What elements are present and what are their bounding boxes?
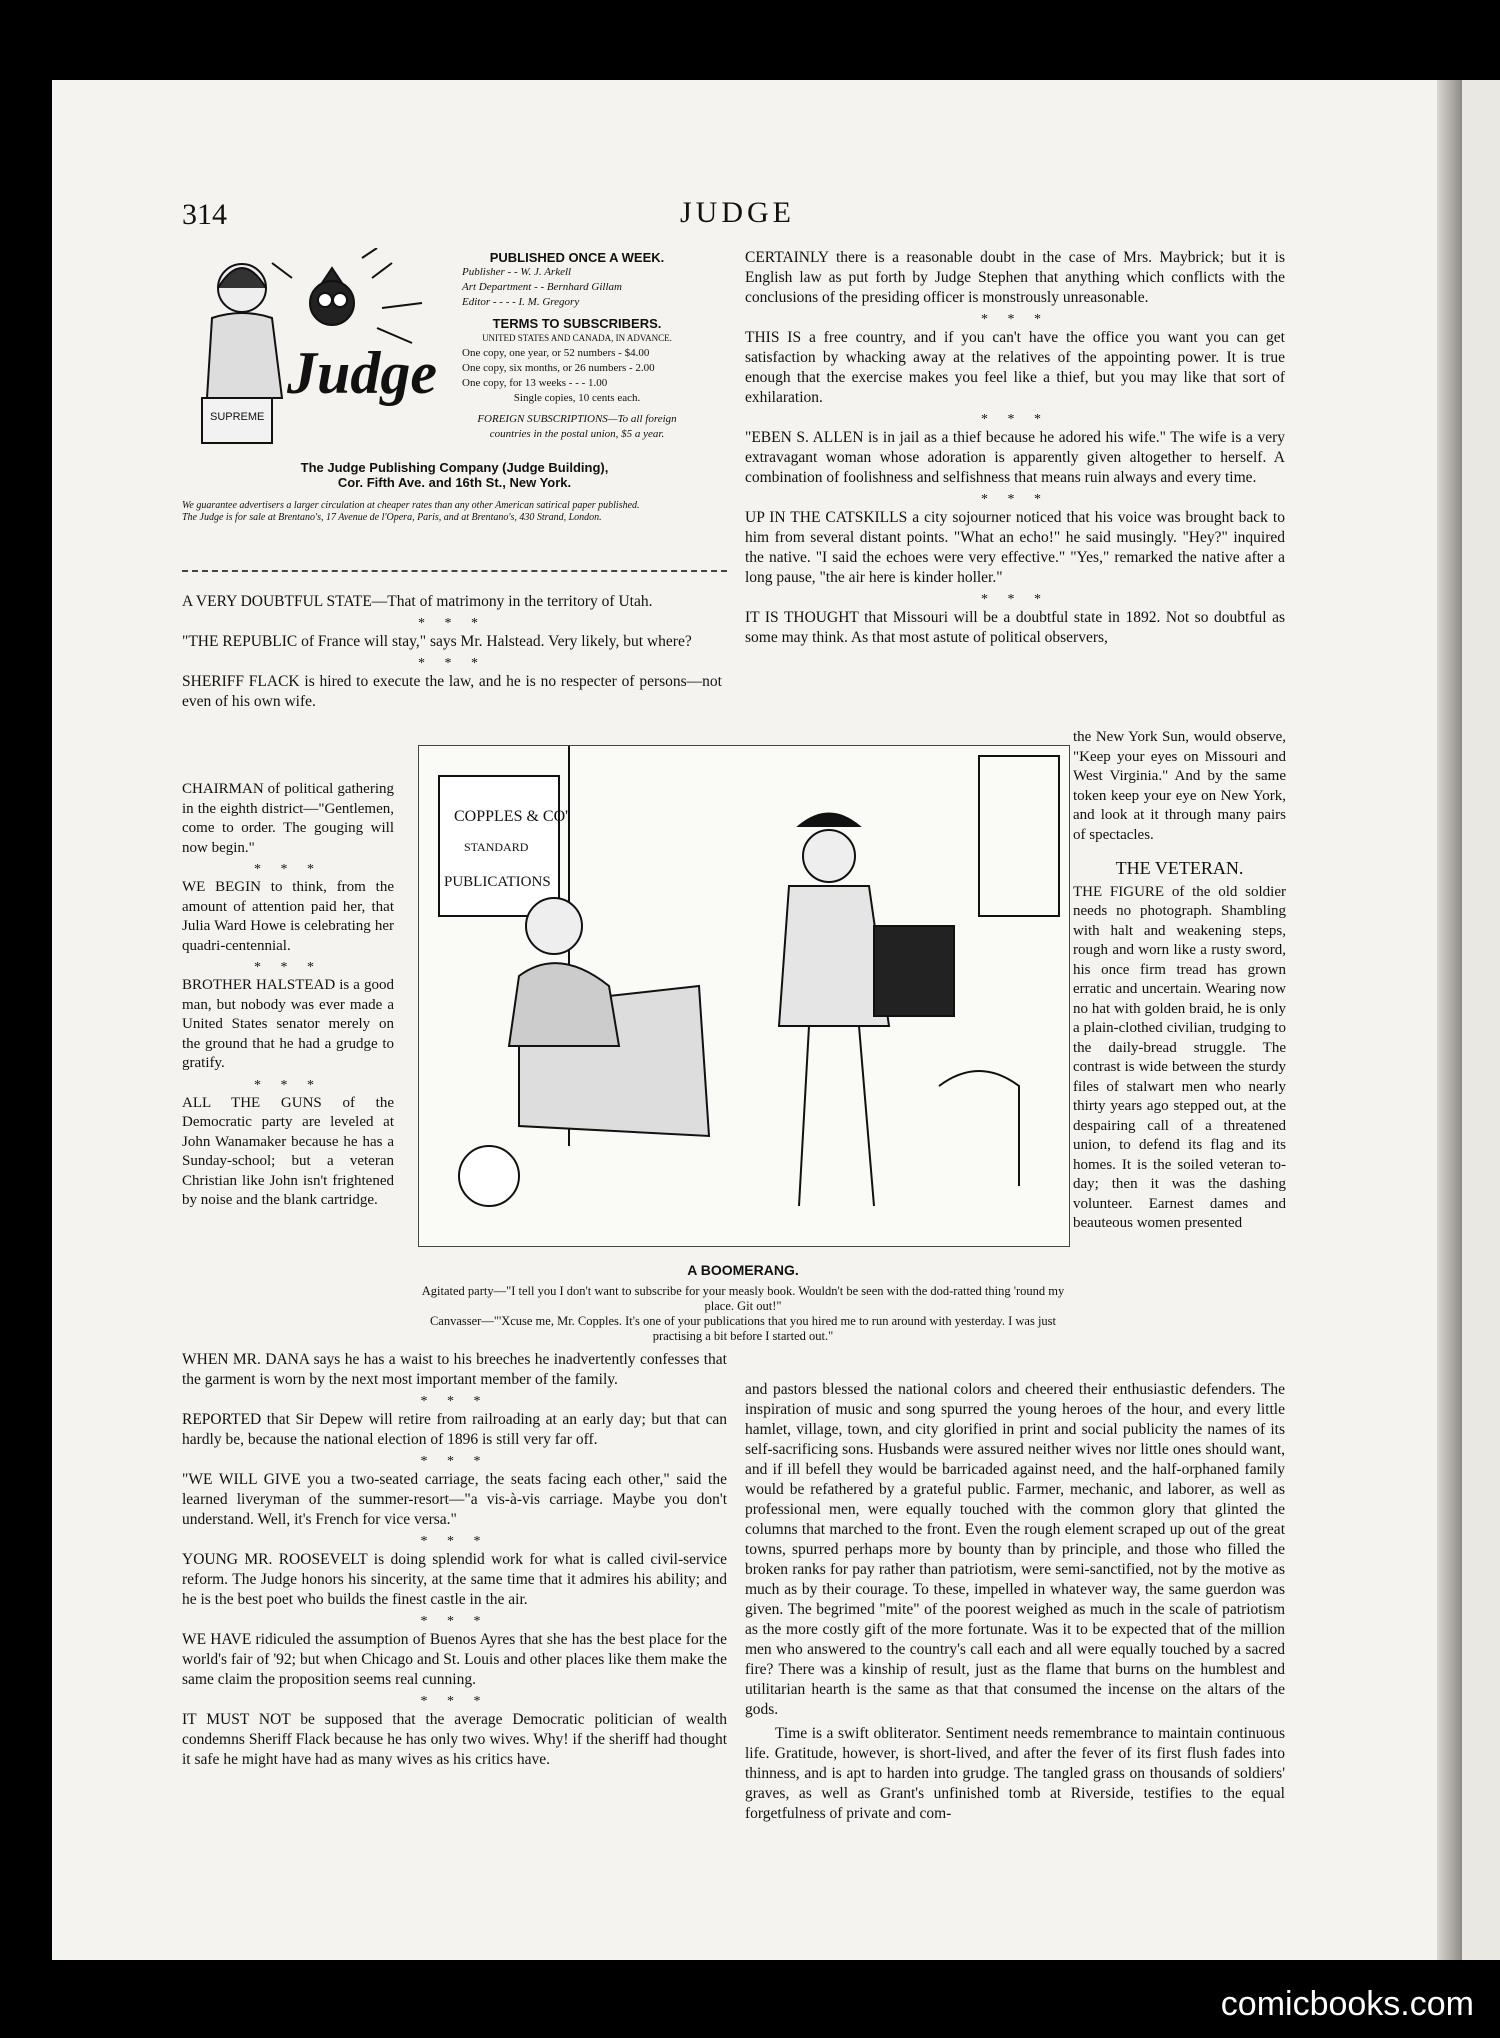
paragraph: CHAIRMAN of political gathering in the eighth district—"Gentlemen, come to order. The gouging will now begin." — [182, 781, 394, 856]
veteran-paragraph-wide: and pastors blessed the national colors and cheered their enthusiastic defenders. The inspiration of music and song spurred the young heroes of the hour, and every little hamlet, village, town, and city glorified in print and social publicity the names of its self-sacrificing sons. Husbands were assured neither wives nor little ones should want, and if ill befell they would be barricaded against need, and the half-orphaned family would be refathered by a grateful public. Farmer, mechanic, and laborer, as well as professional men, were equally touched with the common glory that glinted the columns that marched to the front. Even the rough element scraped up out of the great towns, spurred perhaps more by bounty than by principle, and those who filled the broken ranks for pay rather than patriotism, were semi-sanctified, not by the motive as much as by their courage. To these, impelled in whatever way, the same guerdon was given. The begrimed "mite" of the poorest weighed as much in the scale of patriotism as the more costly gift of the more fortunate. Was it to be expected that of the million men who answered to the country's call each and all were equally touched by a sacred fire? There was a kinship of result, just as the flame that burns on the humblest and utilitarian hearth is the same as that that consumed the incense on the altars of the gods. — [745, 1381, 1285, 1718]
guarantee-text: We guarantee advertisers a larger circulation at cheaper rates than any other American satirical paper published. — [182, 500, 640, 511]
separator-dots: * * * — [981, 592, 1049, 607]
left-column-top — [182, 592, 722, 716]
missouri-continuation: the New York Sun, would observe, "Keep your eyes on Missouri and West Virginia." And by the same token keep your eye on New York, and look at it through many pairs of spectacles. — [1073, 729, 1286, 843]
sale-text: The Judge is for sale at Brentano's, 17 Avenue de l'Opera, Paris, and at Brentano's, 430 Strand, London. — [182, 512, 602, 523]
right-column-top — [745, 248, 1285, 652]
advertiser-notice — [182, 500, 727, 524]
separator-dots: * * * — [254, 1077, 322, 1093]
paragraph: "EBEN S. ALLEN is in jail as a thief because he adored his wife." The wife is a very extravagant woman whose adoration is apparently given altogether to herself. A combination of foolishness and selfishness that means ruin always and every time. — [745, 429, 1285, 486]
left-column-narrow — [182, 780, 394, 1215]
paragraph: WHEN MR. DANA says he has a waist to his breeches he inadvertently confesses that the garment is worn by the next most important member of the family. — [182, 1351, 727, 1388]
separator-dots: * * * — [420, 1454, 489, 1469]
left-column-bottom — [182, 1350, 727, 1774]
separator-dots: * * * — [981, 492, 1049, 507]
veteran-continuation — [745, 1380, 1285, 1828]
separator-dots: * * * — [418, 616, 486, 631]
publisher-line: Publisher - - W. J. Arkell — [462, 266, 572, 278]
judge-logo-illustration — [182, 248, 452, 448]
foreign-subscriptions: FOREIGN SUBSCRIPTIONS—To all foreign countries in the postal union, $5 a year. — [477, 413, 677, 440]
separator-dots: * * * — [418, 656, 486, 671]
sign-line-2: STANDARD — [464, 840, 529, 854]
paragraph: "WE WILL GIVE you a two-seated carriage, the seats facing each other," said the learned liveryman of the summer-resort—"a vis-à-vis carriage. Maybe you don't understand. Well, it's French for vice versa." — [182, 1471, 727, 1528]
separator-dots: * * * — [420, 1534, 489, 1549]
paragraph: WE BEGIN to think, from the amount of attention paid her, that Julia Ward Howe is celebrating her quadri-centennial. — [182, 879, 394, 954]
separator-dots: * * * — [981, 312, 1049, 327]
boomerang-cartoon — [418, 745, 1070, 1247]
paragraph: A VERY DOUBTFUL STATE—That of matrimony in the territory of Utah. — [182, 593, 653, 610]
masthead-divider — [182, 570, 727, 572]
logo-text: Judge — [287, 340, 437, 406]
paragraph: BROTHER HALSTEAD is a good man, but nobody was ever made a United States senator merely on the ground that he had a grudge to gratify. — [182, 977, 394, 1071]
company-address: Cor. Fifth Ave. and 16th St., New York. — [337, 475, 572, 490]
caption-agitated-party: Agitated party—"I tell you I don't want to subscribe for your measly book. Wouldn't be seen with the dod-ratted thing 'round my place. Git out!" — [421, 1284, 1065, 1313]
editor-line: Editor - - - - I. M. Gregory — [462, 296, 580, 308]
published-line: PUBLISHED ONCE A WEEK. — [489, 250, 665, 265]
terms-heading: TERMS TO SUBSCRIBERS. — [492, 316, 662, 331]
paragraph: SHERIFF FLACK is hired to execute the law, and he is no respecter of persons—not even of his own wife. — [182, 673, 722, 710]
company-name: The Judge Publishing Company (Judge Building), — [300, 460, 609, 475]
rate-line: One copy, one year, or 52 numbers - $4.00 — [462, 347, 650, 359]
right-column-narrow — [1073, 728, 1286, 1238]
cartoon-title: A BOOMERANG. — [687, 1262, 799, 1278]
crate-label: SUPREME — [210, 411, 265, 423]
separator-dots: * * * — [254, 960, 322, 975]
paragraph: IT IS THOUGHT that Missouri will be a doubtful state in 1892. Not so doubtful as some may think. As that most astute of political observers, — [745, 609, 1285, 646]
paragraph: THIS IS a free country, and if you can't have the office you want you can get satisfaction by whacking away at the relatives of the appointing power. It is true enough that the exercise makes you feel like a thief, but you may like that sort of exhilaration. — [745, 329, 1285, 406]
paragraph: ALL THE GUNS of the Democratic party are leveled at John Wanamaker because he has a Sunday-school; but a veteran Christian like John isn't frightened by noise and the blank cartridge. — [182, 1094, 394, 1208]
sign-line-1: COPPLES & CO' — [454, 808, 569, 825]
watermark: comicbooks.com — [1220, 1985, 1474, 2023]
paragraph: WE HAVE ridiculed the assumption of Buenos Ayres that she has the best place for the world's fair of '92; but when Chicago and St. Louis and other places like them make the same claim the proposition seems real cunning. — [182, 1631, 727, 1688]
publisher-company — [182, 460, 727, 490]
rate-line: One copy, for 13 weeks - - - 1.00 — [462, 377, 608, 389]
facing-page-edge — [1462, 80, 1500, 1960]
paragraph: IT MUST NOT be supposed that the average Democratic politician of wealth condemns Sheriff Flack because he has only two wives. Why! if the sheriff had thought it safe he might have had as many wives as his critics have. — [182, 1711, 727, 1768]
separator-dots: * * * — [420, 1394, 489, 1409]
separator-dots: * * * — [254, 862, 322, 877]
art-department-line: Art Department - - Bernhard Gillam — [462, 281, 622, 293]
paragraph: YOUNG MR. ROOSEVELT is doing splendid work for what is called civil-service reform. The Judge honors his sincerity, at the same time that it admires his ability; and he is the best poet who builds the finest castle in the air. — [182, 1551, 727, 1608]
cartoon-caption — [418, 1284, 1068, 1344]
veteran-paragraph-final: Time is a swift obliterator. Sentiment needs remembrance to maintain continuous life. Gratitude, however, is short-lived, and after the fever of its first flush fades into thinness, and is apt to harden into grudge. The tangled grass on thousands of soldiers' graves, as well as Grant's unfinished tomb at Riverside, testifies to the equal forgetfulness of private and com- — [745, 1725, 1285, 1822]
separator-dots: * * * — [420, 1614, 489, 1629]
veteran-paragraph: THE FIGURE of the old soldier needs no photograph. Shambling with halt and weakening steps, rough and worn like a rusty sword, his once firm tread has grown erratic and uncertain. Wearing now no hat with golden braid, he is only a plain-clothed civilian, trudging to the daily-bread struggle. The contrast is wide between the sturdy files of stalwart men who nearly thirty years ago stepped out, at the despairing call of a threatened union, to defend its flag and its homes. It is the soiled veteran to-day; then it was the dashing volunteer. Earnest dames and beauteous women presented — [1073, 883, 1286, 1231]
rate-line: One copy, six months, or 26 numbers - 2.00 — [462, 362, 655, 374]
paragraph: "THE REPUBLIC of France will stay," says Mr. Halstead. Very likely, but where? — [182, 633, 692, 650]
paragraph: UP IN THE CATSKILLS a city sojourner noticed that his voice was brought back to him from several distant points. "What an echo!" he said musingly. "Hey?" inquired the native. "I said the echoes were very effective." "Yes," remarked the native after a long pause, "the air here is kinder holler." — [745, 509, 1285, 586]
caption-canvasser: Canvasser—"'Xcuse me, Mr. Copples. It's one of your publications that you hired me to run around with yesterday. I was just practising a bit before I started out." — [429, 1314, 1057, 1343]
sign-line-3: PUBLICATIONS — [444, 874, 551, 890]
veteran-title: THE VETERAN. — [1115, 858, 1244, 878]
masthead-info — [462, 250, 692, 442]
rate-line: Single copies, 10 cents each. — [513, 392, 641, 404]
magazine-title: JUDGE — [680, 196, 795, 229]
paragraph: CERTAINLY there is a reasonable doubt in the case of Mrs. Maybrick; but it is English law as put forth by Judge Stephen that anything which conflicts with the conclusions of the presiding officer is monstrously unreasonable. — [745, 249, 1285, 306]
paragraph: REPORTED that Sir Depew will retire from railroading at an early day; but that can hardly be, because the national election of 1896 is still very far off. — [182, 1411, 727, 1448]
separator-dots: * * * — [981, 412, 1049, 427]
terms-sub: UNITED STATES AND CANADA, IN ADVANCE. — [482, 333, 672, 343]
separator-dots: * * * — [420, 1694, 489, 1709]
page-number: 314 — [182, 198, 227, 231]
